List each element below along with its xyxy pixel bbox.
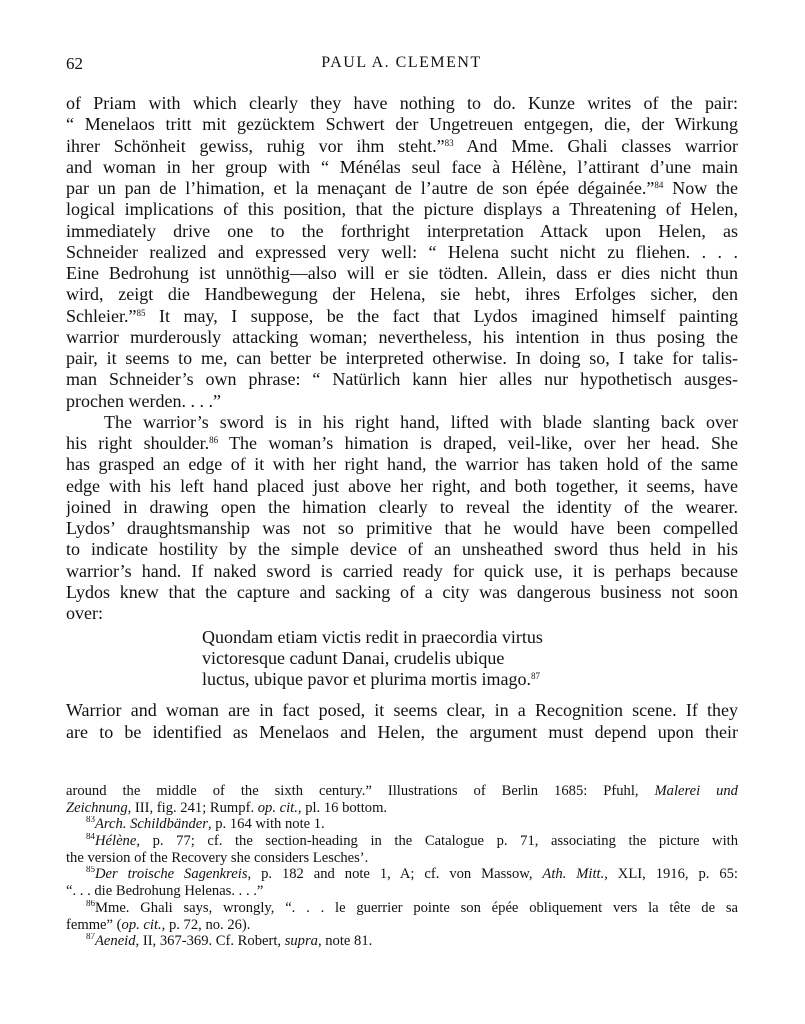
footnote-ref-85: 85 — [136, 307, 146, 318]
footnote-87: $^{87}$Aeneid, II, 367-369. Cf. Robert, supra, note 81. — [86, 933, 373, 950]
text-line: prochen werden. . . .” — [66, 390, 221, 411]
footnote-line: the version of the Recovery she considers Lesches’. — [66, 849, 369, 866]
footnote-ref-86: 86 — [209, 435, 219, 445]
footnote-84: $^{84}$Hélène, p. 77; cf. the section-heading in the Catalogue p. 71, associating the picture with — [86, 833, 738, 850]
running-head: PAUL A. CLEMENT — [321, 54, 482, 71]
text-line: over: — [66, 603, 103, 623]
footnote-83: $^{83}$Arch. Schildbänder, p. 164 with note 1. — [86, 816, 325, 833]
text-line: edge with his left hand placed just above her right, and both together, it seems, have — [66, 475, 738, 496]
footnote-line: “. . . die Bedrohung Helenas. . . .” — [66, 883, 264, 900]
text-line: to indicate hostility by the simple device of an unsheathed sword thus held in his — [66, 539, 738, 560]
body-text — [66, 93, 738, 743]
text-line: man Schneider’s own phrase: “ Natürlich kann hier alles nur hypothetisch ausges- — [66, 369, 738, 390]
footnote-ref-83: 83 — [444, 137, 454, 148]
footnote-ref-84: 84 — [654, 180, 664, 190]
text-line: joined in drawing open the himation clearly to reveal the identity of the wearer. — [66, 496, 738, 517]
text-line: par un pan de l’himation, et la menaçant de l’autre de son épée dégainée.”$^{84}$ Now the — [66, 178, 738, 198]
footnote-line: Zeichnung, III, fig. 241; Rumpf. op. cit., pl. 16 bottom. — [66, 799, 388, 816]
footnote-line: femme” (op. cit., p. 72, no. 26). — [66, 916, 251, 933]
text-line: Eine Bedrohung ist unnöthig—also will er sie tödten. Allein, dass er dies nicht thun — [66, 263, 738, 283]
text-line: pair, it seems to me, can better be interpreted otherwise. In doing so, I take for talis- — [66, 348, 738, 368]
text-line: logical implications of this position, that the picture displays a Threatening of Helen, — [66, 199, 738, 220]
page-number: 62 — [66, 54, 83, 73]
footnote-85: $^{85}$Der troische Sagenkreis, p. 182 and note 1, A; cf. von Massow, Ath. Mitt., XLI, 1916, p. 65: — [86, 866, 738, 883]
text-line: Schleier.”$^{85}$ It may, I suppose, be the fact that Lydos imagined himself painting — [66, 305, 738, 326]
footnote-line: around the middle of the sixth century.” Illustrations of Berlin 1685: Pfuhl, Malerei und — [66, 783, 738, 799]
footnote-86: $^{86}$Mme. Ghali says, wrongly, “. . . le guerrier pointe son épée obliquement vers la tête de sa — [86, 899, 738, 916]
text-line: wird, zeigt die Handbewegung der Helena, sie hebt, ihres Erfolges sicher, den — [66, 284, 738, 305]
text-line: immediately drive one to the forthright interpretation Attack upon Helen, as — [66, 220, 738, 241]
text-line: “ Menelaos tritt mit gezücktem Schwert der Ungetreuen entgegen, die, der Wirkung — [66, 114, 738, 135]
verse-line: luctus, ubique pavor et plurima mortis imago.$^{87}$ — [202, 669, 540, 690]
text-line: Lydos knew that the capture and sacking of a city was dangerous business not soon — [66, 581, 738, 602]
text-line: Warrior and woman are in fact posed, it seems clear, in a Recognition scene. If they — [66, 700, 738, 721]
page-header — [66, 54, 737, 78]
verse-line: Quondam etiam victis redit in praecordia virtus — [202, 627, 543, 648]
text-line: has grasped an edge of it with her right hand, the warrior has taken hold of the same — [66, 454, 738, 475]
text-line: Schneider realized and expressed very well: “ Helena sucht nicht zu fliehen. . . . — [66, 241, 738, 262]
verse-line: victoresque cadunt Danai, crudelis ubique — [202, 648, 505, 669]
footnote-ref-87: 87 — [530, 671, 540, 682]
text-line: The warrior’s sword is in his right hand, lifted with blade slanting back over — [104, 411, 738, 432]
text-line: and woman in her group with “ Ménélas seul face à Hélène, l’attirant d’une main — [66, 156, 738, 177]
text-line: ihrer Schönheit gewiss, ruhig vor ihm steht.”$^{83}$ And Mme. Ghali classes warrior — [66, 135, 738, 156]
text-line: warrior’s hand. If naked sword is carried ready for quick use, it is perhaps because — [66, 560, 738, 581]
verse-quotation — [202, 627, 738, 690]
text-line: Lydos’ draughtsmanship was not so primitive that he would have been compelled — [66, 518, 738, 538]
text-line: of Priam with which clearly they have nothing to do. Kunze writes of the pair: — [66, 93, 738, 113]
text-line: his right shoulder.$^{86}$ The woman’s himation is draped, veil-like, over her head. She — [66, 433, 738, 453]
text-line: are to be identified as Menelaos and Helen, the argument must depend upon their — [66, 721, 738, 742]
text-line: warrior murderously attacking woman; nevertheless, his intention in thus posing the — [66, 326, 738, 347]
footnotes — [66, 783, 738, 950]
